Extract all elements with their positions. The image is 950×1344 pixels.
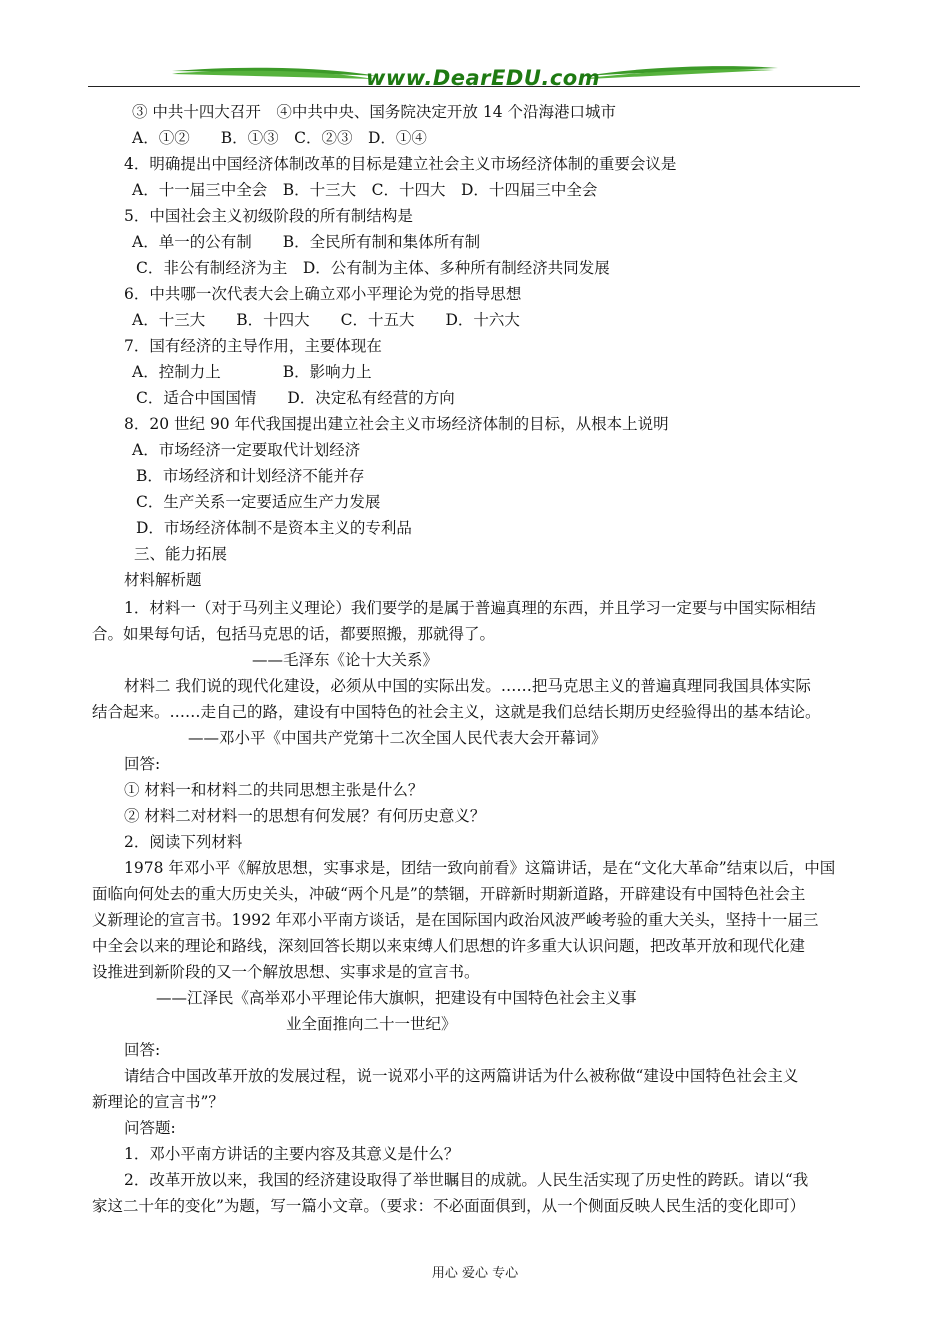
header-rule (88, 86, 860, 87)
text-line: A．控制力上 B．影响力上 (132, 363, 372, 381)
text-line: 义新理论的宣言书。1992 年邓小平南方谈话，是在国际国内政治风波严峻考验的重大关头，坚持十一届三 (92, 911, 819, 929)
text-line: 新理论的宣言书”？ (92, 1093, 224, 1111)
text-line: 1．材料一（对于马列主义理论）我们要学的是属于普遍真理的东西，并且学习一定要与中国实际相结 (124, 599, 816, 617)
citation: 业全面推向二十一世纪》 (286, 1015, 457, 1033)
text-line: ② 材料二对材料一的思想有何发展？有何历史意义？ (124, 807, 486, 825)
text-line: 2．阅读下列材料 (124, 833, 243, 851)
text-line: 合。如果每句话，包括马克思的话，都要照搬，那就得了。 (92, 625, 496, 643)
text-line: B．市场经济和计划经济不能并存 (136, 467, 365, 485)
text-line: 7．国有经济的主导作用，主要体现在 (124, 337, 382, 355)
text-line: 结合起来。……走自己的路，建设有中国特色的社会主义，这就是我们总结长期历史经验得出的基本结论。 (92, 703, 821, 721)
text-line: 面临向何处去的重大历史关头，冲破“两个凡是”的禁锢，开辟新时期新道路，开辟建设有中国特色社会主 (92, 885, 806, 903)
citation: ——江泽民《高举邓小平理论伟大旗帜，把建设有中国特色社会主义事 (156, 989, 637, 1007)
site-url[interactable]: www.DearEDU.com (366, 66, 601, 90)
page-header (88, 60, 860, 92)
text-line: 请结合中国改革开放的发展过程，说一说邓小平的这两篇讲话为什么被称做“建设中国特色社会主义 (124, 1067, 799, 1085)
text-line: 4．明确提出中国经济体制改革的目标是建立社会主义市场经济体制的重要会议是 (124, 155, 677, 173)
text-line: A．市场经济一定要取代计划经济 (132, 441, 361, 459)
text-line: 1978 年邓小平《解放思想，实事求是，团结一致向前看》这篇讲话，是在“文化大革命”结束以后，中国 (124, 859, 836, 877)
text-line: D．市场经济体制不是资本主义的专利品 (136, 519, 412, 537)
text-line: 家这二十年的变化”为题，写一篇小文章。（要求：不必面面俱到，从一个侧面反映人民生活的变化即可） (92, 1197, 806, 1215)
text-line: C．非公有制经济为主 D．公有制为主体、多种所有制经济共同发展 (136, 259, 610, 277)
text-line: 8．20 世纪 90 年代我国提出建立社会主义市场经济体制的目标，从根本上说明 (124, 415, 669, 433)
text-line: 设推进到新阶段的又一个解放思想、实事求是的宣言书。 (92, 963, 480, 981)
text-line: A．十三大 B．十四大 C．十五大 D．十六大 (132, 311, 520, 329)
text-line: 5．中国社会主义初级阶段的所有制结构是 (124, 207, 413, 225)
page-footer: 用心 爱心 专心 (431, 1266, 519, 1281)
text-line: 回答: (124, 1041, 161, 1059)
citation: ——毛泽东《论十大关系》 (252, 651, 439, 669)
text-line: 中全会以来的理论和路线，深刻回答长期以来束缚人们思想的许多重大认识问题，把改革开放和现代化建 (92, 937, 806, 955)
text-line: 6．中共哪一次代表大会上确立邓小平理论为党的指导思想 (124, 285, 522, 303)
text-line: ① 材料一和材料二的共同思想主张是什么？ (124, 781, 424, 799)
text-line: C．生产关系一定要适应生产力发展 (136, 493, 381, 511)
section-heading: 三、能力拓展 (134, 545, 228, 563)
text-line: 回答: (124, 755, 161, 773)
text-line: 材料二 我们说的现代化建设，必须从中国的实际出发。……把马克思主义的普遍真理同我国具体实际 (124, 677, 811, 695)
text-line: ③ 中共十四大召开 ④中共中央、国务院决定开放 14 个沿海港口城市 (132, 103, 617, 121)
text-line: A．①② B．①③ C．②③ D．①④ (132, 129, 427, 147)
text-line: 2．改革开放以来，我国的经济建设取得了举世瞩目的成就。人民生活实现了历史性的跨跃。请以“我 (124, 1171, 809, 1189)
text-line: 1．邓小平南方讲话的主要内容及其意义是什么？ (124, 1145, 460, 1163)
text-line: 问答题: (124, 1119, 176, 1137)
text-line: C．适合中国国情 D．决定私有经营的方向 (136, 389, 455, 407)
text-line: A．单一的公有制 B．全民所有制和集体所有制 (132, 233, 481, 251)
text-line: 材料解析题 (124, 571, 202, 589)
citation: ——邓小平《中国共产党第十二次全国人民代表大会开幕词》 (188, 729, 607, 747)
text-line: A．十一届三中全会 B．十三大 C．十四大 D．十四届三中全会 (132, 181, 598, 199)
